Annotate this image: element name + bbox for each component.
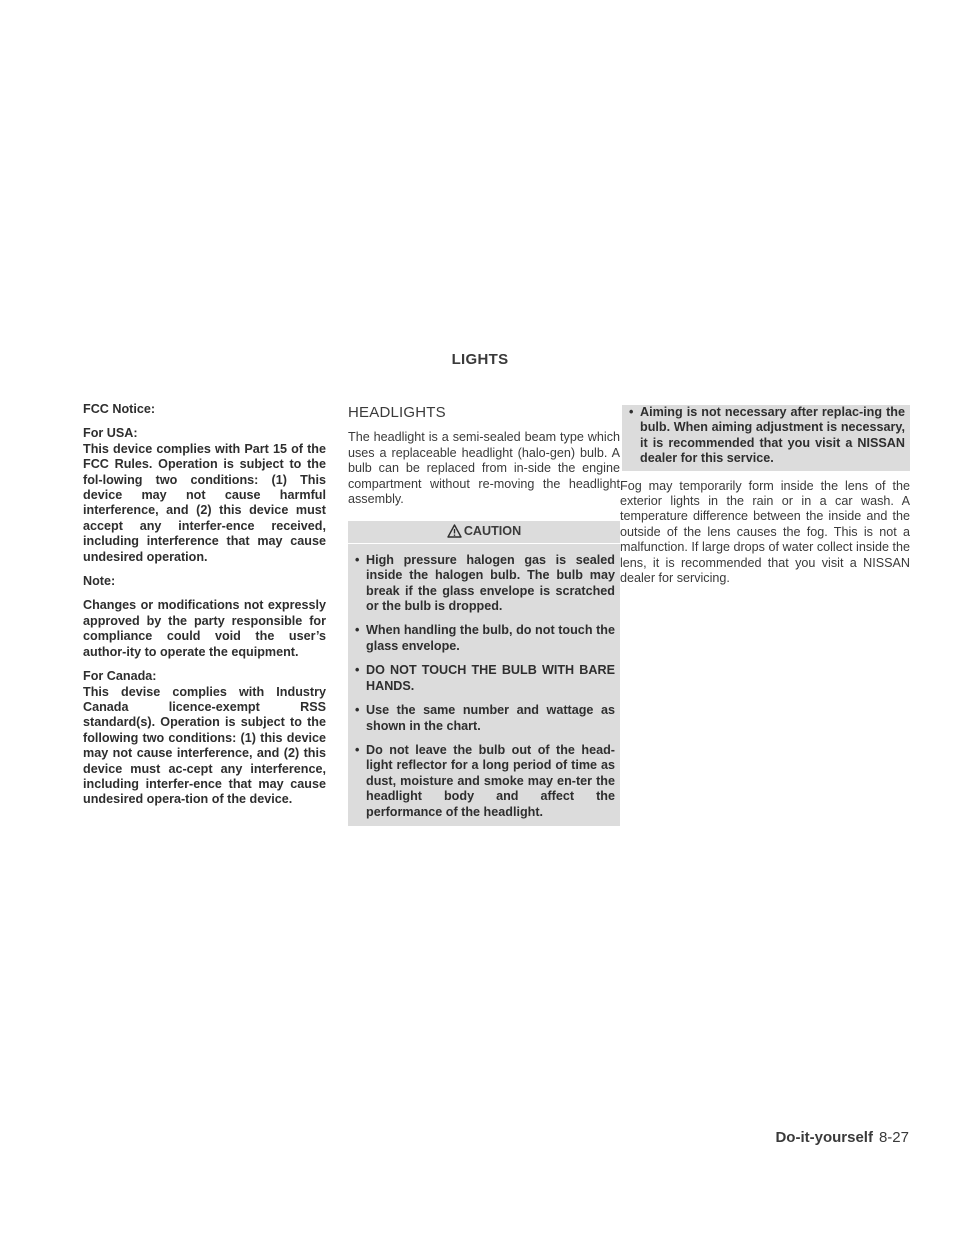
headlights-column	[348, 405, 620, 826]
caution-box	[348, 521, 620, 826]
chapter-title: Do-it-yourself	[775, 1129, 873, 1146]
fcc-canada-text: This devise complies with Industry Canada licence-exempt RSS standard(s). Operation is subject to the following two conditions: (1) this device may not cause interference, and (2) this device must ac-cept any interference, including interfer-ence that may cause undesired opera-tion of the device.	[83, 684, 326, 807]
warning-icon	[447, 524, 462, 538]
headlights-heading: HEADLIGHTS	[348, 404, 446, 421]
caution-label: CAUTION	[463, 524, 522, 539]
headlights-intro: The headlight is a semi-sealed beam type which uses a replaceable headlight (halo-gen) bulb. A bulb can be replaced from in-side the engine compartment without re-moving the headlight assembly.	[348, 430, 620, 507]
aiming-item: • Aiming is not necessary after replac-ing the bulb. When aiming adjustment is necessary, it is recommended that you visit a NISSAN dealer for this service.	[628, 405, 905, 467]
fcc-notice-column	[83, 402, 326, 808]
fog-paragraph: Fog may temporarily form inside the lens of the exterior lights in the rain or in a car wash. A temperature difference between the inside and the outside of the lens causes the fog. This is not a malfunction. If large drops of water collect inside the lens, it is recommended that you visit a NISSAN dealer for servicing.	[620, 478, 910, 586]
fcc-note-text: Changes or modifications not expressly approved by the party responsible for compliance could void the user’s author-ity to operate the equipment.	[83, 598, 326, 659]
caution-list	[354, 553, 615, 820]
section-title: LIGHTS	[451, 351, 509, 368]
aiming-box	[622, 405, 910, 471]
fcc-usa-label: For USA:	[83, 426, 138, 441]
caution-item: • High pressure halogen gas is sealed inside the halogen bulb. The bulb may break if the glass envelope is scratched or the bulb is dropped.	[354, 553, 615, 615]
column-three	[620, 405, 910, 586]
page-number: 8-27	[878, 1129, 909, 1146]
fcc-note-label: Note:	[83, 574, 116, 589]
caution-header	[348, 521, 620, 543]
caution-item: • Use the same number and wattage as shown in the chart.	[354, 703, 615, 734]
aiming-list	[628, 405, 905, 467]
caution-item: • When handling the bulb, do not touch the glass envelope.	[354, 623, 615, 654]
caution-item: • DO NOT TOUCH THE BULB WITH BARE HANDS.	[354, 663, 615, 694]
page-footer	[775, 1129, 909, 1146]
fcc-usa-text: This device complies with Part 15 of the FCC Rules. Operation is subject to the fol-lowing two conditions: (1) This device may not cause harmful interference, and (2) this device must accept any interfer-ence received, including interference that may cause undesired operation.	[83, 441, 326, 564]
fcc-canada-label: For Canada:	[83, 669, 157, 684]
fcc-heading: FCC Notice:	[83, 402, 156, 416]
caution-item: • Do not leave the bulb out of the head-light reflector for a long period of time as dust, moisture and smoke may en-ter the headlight body and affect the performance of the headlight.	[354, 743, 615, 820]
